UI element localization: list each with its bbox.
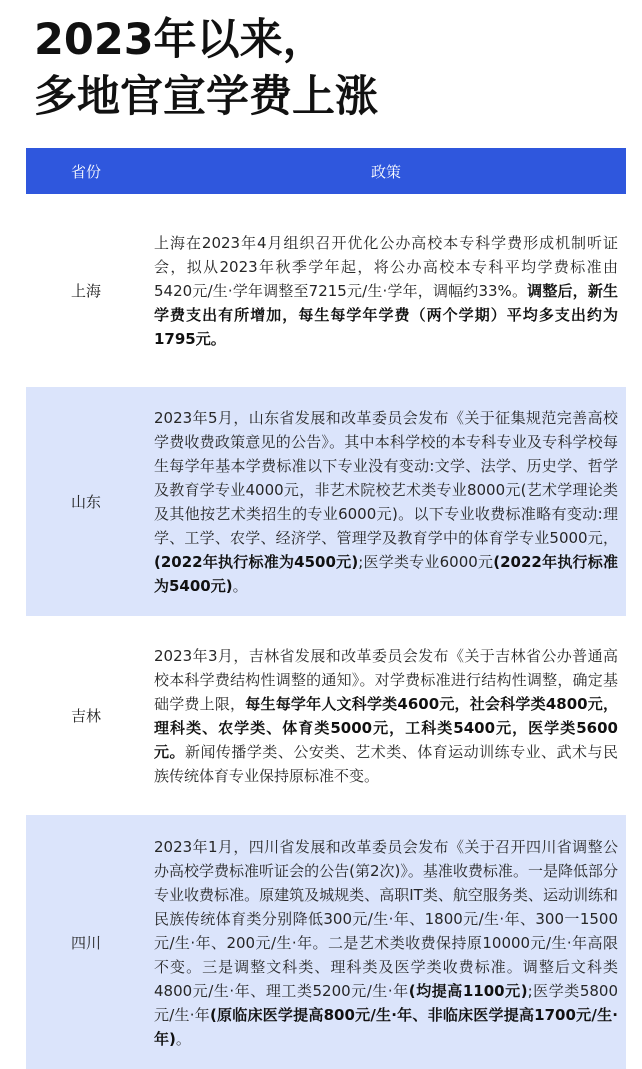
policy-cell xyxy=(146,194,626,387)
column-header-province: 省份 xyxy=(26,148,146,194)
policy-text-emphasis: (2022年执行标准为4500元) xyxy=(154,552,359,571)
policy-text-emphasis: (均提高1100元) xyxy=(408,982,528,1000)
policy-cell xyxy=(146,616,626,815)
column-header-policy: 政策 xyxy=(146,148,626,194)
table-row xyxy=(26,616,626,815)
province-cell: 上海 xyxy=(26,194,146,387)
policy-text-emphasis: (2022年执行标准为5400元) xyxy=(154,552,618,595)
policy-text-segment: ;医学类专业6000元 xyxy=(358,552,494,571)
policy-text-segment: 2023年3月，吉林省发展和改革委员会发布《关于吉林省公办普通高校本科学费结构性调整的通知》。对学费标准进行结构性调整，确定基础学费上限， xyxy=(154,646,618,713)
page-title-line-2: 多地官宣学费上涨 xyxy=(34,72,378,122)
table-row xyxy=(26,815,626,1069)
policy-cell xyxy=(146,815,626,1069)
table-row xyxy=(26,194,626,387)
policy-text-emphasis: (原临床医学提高800元/生·年、非临床医学提高1700元/生·年) xyxy=(154,1006,618,1048)
table-header-row xyxy=(26,148,626,194)
policy-text-segment: 2023年1月，四川省发展和改革委员会发布《关于召开四川省调整公办高校学费标准听证会的公告(第2次)》。基准收费标准。一是降低部分专业收费标准。原建筑及城规类、高职IT类、航空服务类、运动训练和民族传统体育类分别降低300元/生·年、1800元/生·年、300一1500元/生·年、200元/生·年。二是艺术类收费保持原10000元/生·年高限不变。三是调整文科类、理科类及医学类收费标准。调整后文科类4800元/生·年、理工类5200元/生·年 xyxy=(154,838,618,1000)
policy-text-segment: 2023年5月，山东省发展和改革委员会发布《关于征集规范完善高校学费收费政策意见的公告》。其中本科学校的本专科专业及专科学校每生每学年基本学费标准以下专业没有变动:文学、法学、历史学、哲学及教育学专业4000元，非艺术院校艺术类专业8000元(艺术学理论类及其他按艺术类招生的专业6000元)。以下专业收费标准略有变动:理学、工学、农学、经济学、管理学及教育学中的体育学专业5000元， xyxy=(154,408,618,547)
policy-cell xyxy=(146,387,626,616)
page-title-line-1: 2023年以来， xyxy=(34,15,326,65)
policy-text-segment: 。 xyxy=(175,1030,191,1048)
policy-text-emphasis: 调整后，新生学费支出有所增加，每生每学年学费（两个学期）平均多支出约为1795元。 xyxy=(154,281,618,348)
policy-text-emphasis: 每生每学年人文科学类4600元，社会科学类4800元，理科类、农学类、体育类5000元，工科类5400元，医学类5600元。 xyxy=(154,694,618,761)
policy-text-segment: ;医学类5800元/生·年 xyxy=(154,982,618,1024)
province-cell: 山东 xyxy=(26,387,146,616)
policy-text-segment: 上海在2023年4月组织召开优化公办高校本专科学费形成机制听证会，拟从2023年秋季学年起，将公办高校本专科平均学费标准由5420元/生·学年调整至7215元/生·学年，调幅约33%。 xyxy=(154,233,618,300)
page-title xyxy=(34,12,624,126)
table-row xyxy=(26,387,626,616)
policy-text-segment: 。 xyxy=(232,576,248,595)
province-cell: 四川 xyxy=(26,815,146,1069)
policy-text-segment: 新闻传播学类、公安类、艺术类、体育运动训练专业、武术与民族传统体育专业保持原标准不变。 xyxy=(154,742,618,785)
policy-table xyxy=(26,148,626,1069)
province-cell: 吉林 xyxy=(26,616,146,815)
